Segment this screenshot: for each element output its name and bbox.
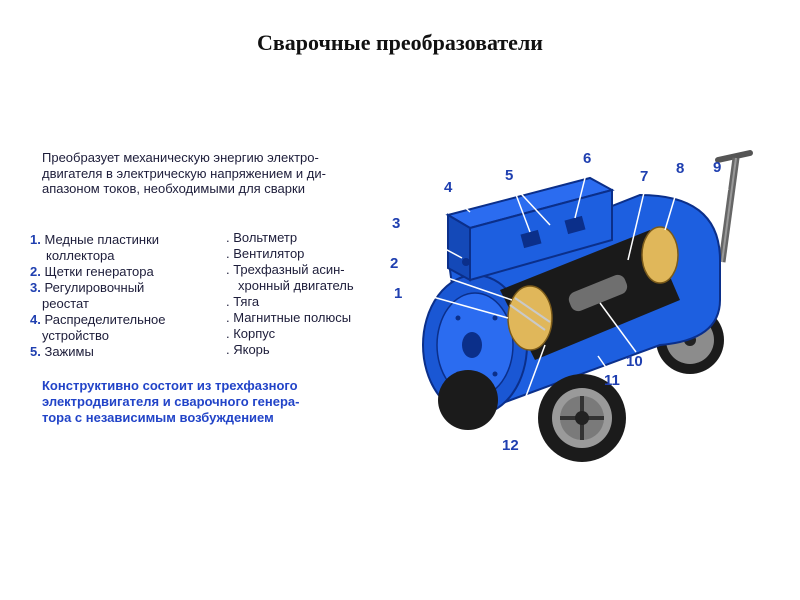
- callout-4: 4: [444, 179, 453, 196]
- summary-line: Конструктивно состоит из трехфазного: [42, 378, 298, 393]
- part-item-cont: устройство: [42, 328, 109, 343]
- summary-line: тора с независимым возбуждением: [42, 410, 274, 425]
- callout-3: 3: [392, 215, 401, 232]
- callout-9: 9: [713, 159, 722, 176]
- part-item-cont: реостат: [42, 296, 89, 311]
- tow-bar: [718, 153, 750, 262]
- front-wheel-left: [438, 370, 498, 430]
- part-item: . Трехфазный асин-: [226, 262, 345, 277]
- part-item: 3. Регулировочный: [30, 280, 145, 295]
- callout-8: 8: [676, 160, 685, 177]
- part-item-cont: коллектора: [46, 248, 115, 263]
- callout-11: 11: [604, 372, 620, 389]
- callout-5: 5: [505, 167, 514, 184]
- part-item: . Вольтметр: [226, 230, 298, 245]
- part-item: 1. Медные пластинки: [30, 232, 160, 247]
- part-item: . Вентилятор: [226, 246, 305, 261]
- callout-6: 6: [583, 150, 592, 167]
- callout-10: 10: [626, 353, 643, 370]
- intro-line: двигателя в электрическую напряжением и ди-: [42, 165, 326, 181]
- page-title: Сварочные преобразователи: [257, 30, 543, 55]
- callout-2: 2: [390, 255, 399, 272]
- part-item: . Тяга: [226, 294, 260, 309]
- part-item-cont: хронный двигатель: [238, 278, 354, 293]
- summary-line: электродвигателя и сварочного генера-: [42, 394, 300, 409]
- part-item: . Магнитные полюсы: [226, 310, 352, 325]
- part-item: . Якорь: [226, 342, 270, 357]
- intro-line: апазоном токов, необходимыми для сварки: [42, 181, 305, 196]
- part-item: 5. Зажимы: [30, 344, 94, 359]
- part-item: 2. Щетки генератора: [30, 264, 154, 279]
- callout-7: 7: [640, 168, 649, 185]
- part-item: 4. Распределительное: [30, 312, 166, 327]
- callout-12: 12: [502, 437, 519, 454]
- callout-1: 1: [394, 285, 403, 302]
- part-item: . Корпус: [226, 326, 276, 341]
- intro-line: Преобразует механическую энергию электро-: [42, 150, 319, 165]
